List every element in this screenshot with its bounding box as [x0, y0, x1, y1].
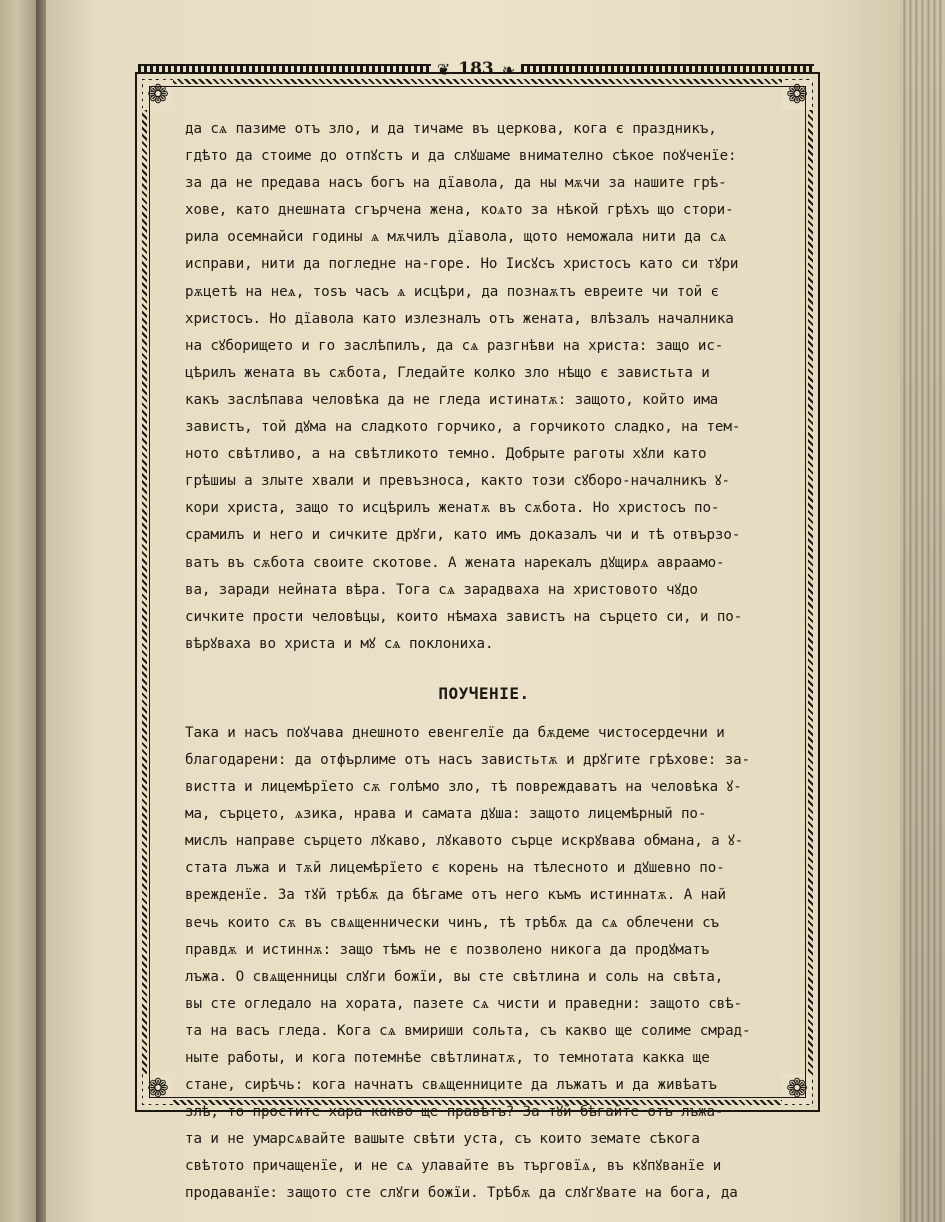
page-text — [185, 116, 783, 1208]
paragraph-1 — [185, 116, 783, 658]
text-line: продаванїе: защото сте слꙋги божїи. Трѣбѫ да слꙋгꙋвате на бога, да — [185, 1185, 738, 1202]
corner-ornament-icon: ❁ — [782, 1074, 812, 1104]
text-line: грѣшиы а злыте хвали и превъзноса, както този сꙋборо-началникъ ꙋ- — [185, 473, 730, 490]
text-line: лъжа. О свѧщенницы слꙋги божїи, вы сте свѣтлина и соль на свѣта, — [185, 968, 724, 985]
text-line: ныте работы, и кога потемнѣе свѣтлинатѫ, то темнотата какка ще — [185, 1050, 710, 1066]
text-line: правдѫ и истиннѫ: защо тѣмъ не є позволено никогa да продꙋматъ — [185, 941, 710, 958]
text-line: за да не предава насъ богъ на дїавола, да ны мѫчи за нашите грѣ- — [185, 175, 727, 192]
text-line: та на васъ гледа. Кога сѧ вмириши сольта, съ какво ще солиме смрад- — [185, 1022, 751, 1039]
text-line: цѣрилъ жената въ сѫбота, Гледайте колко зло нѣщо є завистьта и — [185, 364, 710, 381]
text-line: рила осемнайси годины ѧ мѫчилъ дїавола, щото неможала нити да сѧ — [185, 229, 727, 246]
paragraph-2 — [185, 720, 783, 1208]
fleuron-right-icon: ❧ — [501, 59, 516, 79]
text-line: вѣрꙋваха во христа и мꙋ сѧ поклониха. — [185, 635, 494, 652]
text-line: стата лъжа и тѫй лицемѣрїето є корень на тѣлесното и дꙋшевно по- — [185, 860, 725, 877]
text-line: да сѧ пазиме отъ зло, и да тичаме въ церкова, кога є праздникъ, — [185, 121, 717, 137]
text-line: злѣ, то простите хара какво ще правѣтъ? За тꙋй бѣгайте отъ лъжа- — [185, 1104, 724, 1121]
text-line: кори христа, защо то исцѣрилъ женатѫ въ сѫбота. Но христосъ по- — [185, 500, 720, 517]
text-line: срамилъ и него и сичките дрꙋги, като имъ доказалъ чи и тѣ отвързо- — [185, 527, 741, 544]
corner-ornament-icon: ❁ — [143, 80, 173, 110]
text-line: врежденїе. За тꙋй трѣбѫ да бѣгаме отъ него къмъ истиннатѫ. А най — [185, 887, 726, 904]
page-stack-shadow — [900, 0, 945, 1222]
text-line: сичките прости человѣцы, които нѣмаха завистъ на сърцето си, и по- — [185, 608, 743, 625]
fleuron-left-icon: ❦ — [436, 59, 451, 79]
page-number: 183 — [458, 59, 494, 79]
section-heading: ПОУЧЕНІЕ. — [438, 683, 530, 703]
text-line: благодарени: да отфърлиме отъ насъ завистьтѫ и дрꙋгите грѣхове: за- — [185, 751, 750, 768]
text-line: ватъ въ сѫбота своите скотове. А жената нарекалъ дꙋщирѧ авраамо- — [185, 554, 725, 571]
text-line: Така и насъ поꙋчава днешното евенгелїе да бѫдеме чистосердечни и — [185, 724, 725, 741]
corner-ornament-icon: ❁ — [143, 1074, 173, 1104]
text-line: на сꙋборището и го заслѣпилъ, да сѧ разгнѣви на христа: защо ис- — [185, 337, 724, 354]
text-line: исправи, нити да погледне на-горе. Но Іисꙋсъ христосъ като си тꙋри — [185, 256, 739, 273]
text-line: гдѣто да стоиме до отпꙋстъ и да слꙋшаме внимателно сѣкое поꙋченїе: — [185, 148, 737, 165]
text-line: ма, сърцето, ѧзика, нрава и самата дꙋша: защото лицемѣрный по- — [185, 806, 707, 823]
text-line: та и не умарсѧвайте вашыте свѣти уста, съ които земате сѣкога — [185, 1131, 700, 1148]
text-line: мислъ направе сърцето лꙋкаво, лꙋкавото сърце искрꙋвава обмана, а ꙋ- — [185, 833, 744, 850]
text-line: вистта и лицемѣрїето сѫ голѣмо зло, тѣ повреждаватъ на человѣка ꙋ- — [185, 779, 742, 796]
text-line: христосъ. Но дїавола като излезналъ отъ жената, влѣзалъ началника — [185, 310, 734, 327]
corner-ornament-icon: ❁ — [782, 80, 812, 110]
text-line: рѫцетѣ на неѧ, тоѕъ часъ ѧ исцѣри, да познаѫтъ евреите чи той є — [185, 283, 719, 300]
text-line: ва, заради нейната вѣра. Тога сѧ зарадваха на христовото чꙋдо — [185, 581, 698, 598]
text-line: какъ заслѣпава человѣка да не гледа истинатѫ: защото, който има — [185, 391, 719, 408]
text-line: вечь които сѫ въ свѧщеннически чинъ, тѣ трѣбѫ да сѧ облечени съ — [185, 914, 719, 931]
text-line: завистъ, той дꙋма на сладкото горчико, а горчикото сладко, на тем- — [185, 419, 741, 436]
text-line: вы сте огледало на хората, пазете сѧ чисти и праведни: защото свѣ- — [185, 995, 742, 1012]
text-line: стане, сирѣчь: кога начнатъ свѧщенниците да лъжатъ и да живѣатъ — [185, 1077, 717, 1094]
text-line: свѣтото причащенїе, и не сѧ улавайте въ търговїѧ, въ кꙋпꙋванїе и — [185, 1158, 722, 1175]
text-line: ното свѣтливо, а на свѣтликото темно. Добрыте раготы хꙋли като — [185, 446, 707, 463]
text-line: хове, като днешната сгърчена жена, коѧто за нѣкой грѣхъ що стори- — [185, 202, 734, 219]
